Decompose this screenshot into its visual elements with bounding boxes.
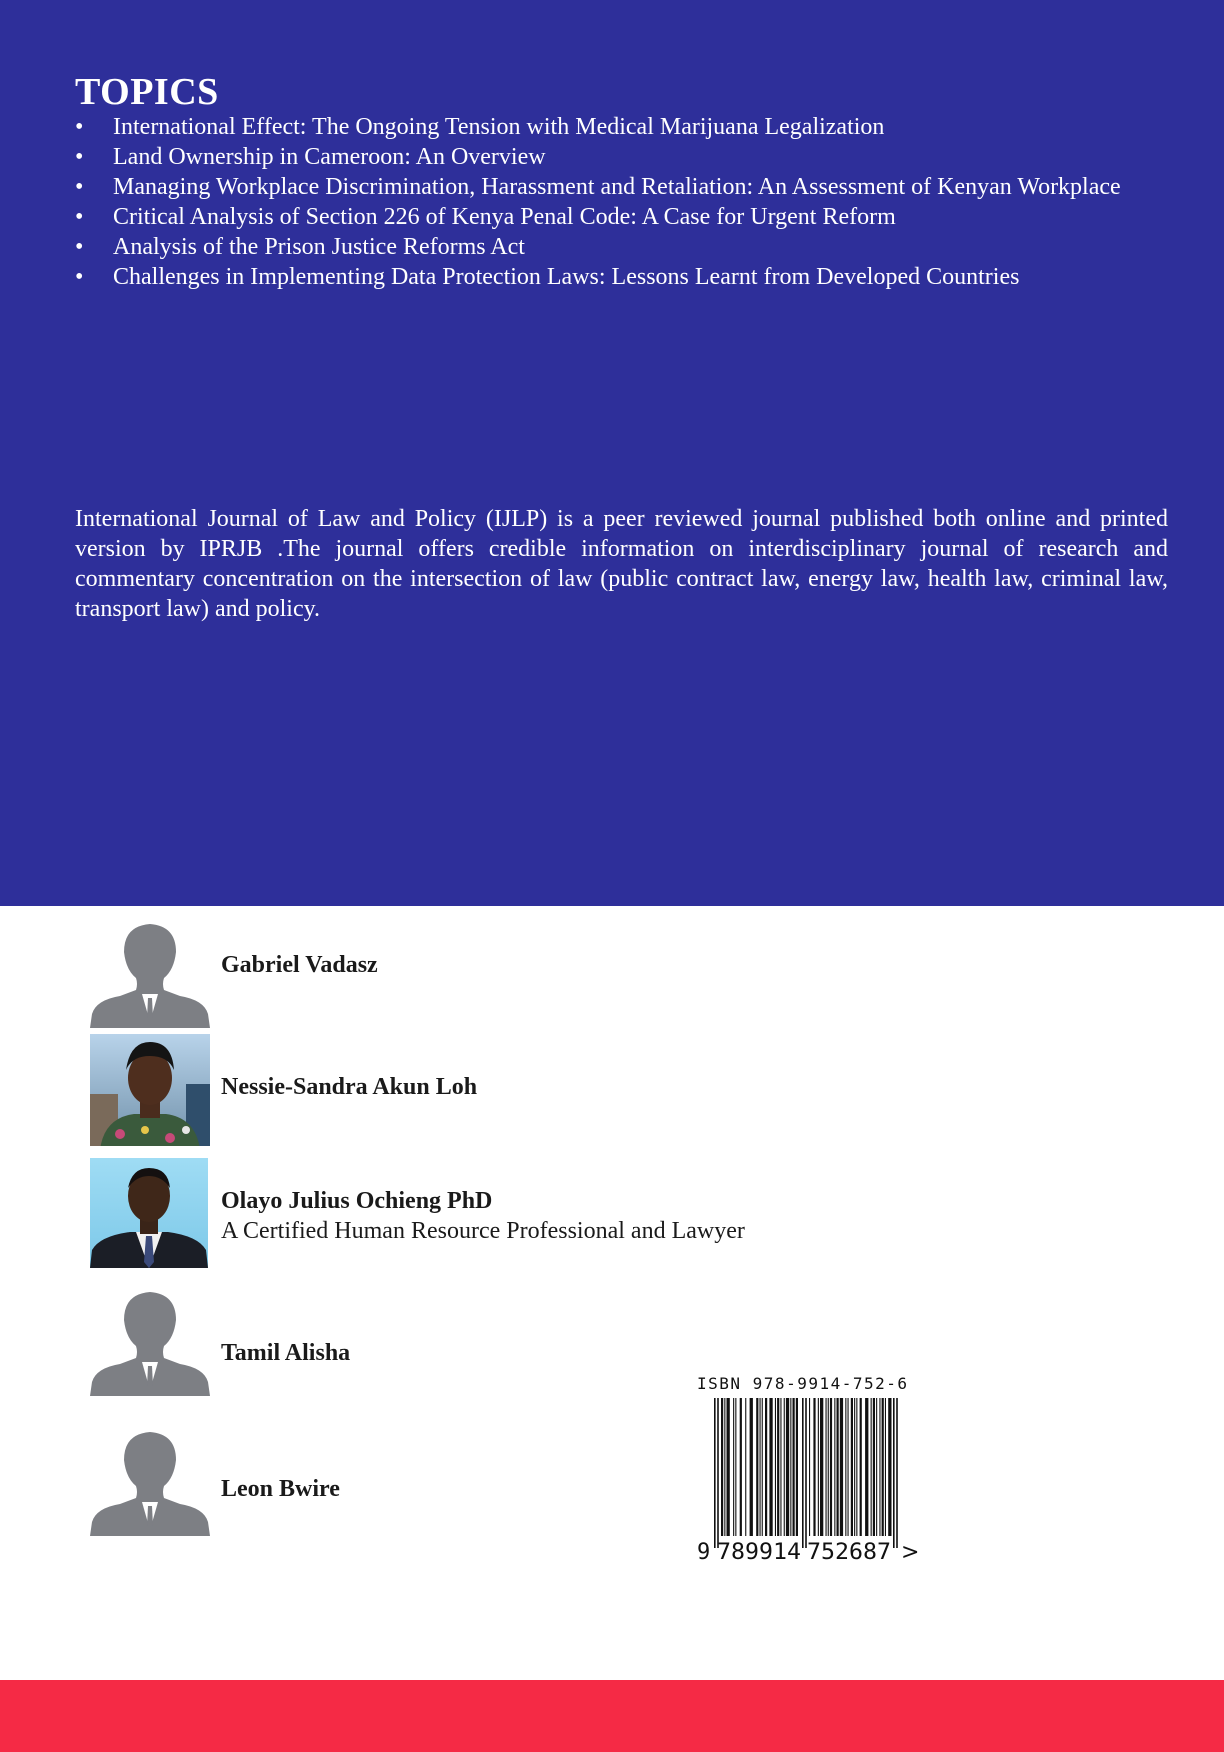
barcode-digits-right: 752687	[807, 1540, 891, 1564]
barcode-bar	[820, 1398, 823, 1536]
barcode-bar	[775, 1398, 776, 1536]
barcode-bar	[805, 1398, 807, 1548]
topic-item: • International Effect: The Ongoing Tension with Medical Marijuana Legalization	[75, 112, 1121, 142]
barcode-bar	[750, 1398, 753, 1536]
barcode-bar	[809, 1398, 810, 1536]
barcode-bar	[865, 1398, 868, 1536]
barcode-bar	[813, 1398, 815, 1536]
topic-item: • Critical Analysis of Section 226 of Kenya Penal Code: A Case for Urgent Reform	[75, 202, 1121, 232]
barcode-bar	[882, 1398, 884, 1536]
barcode-bar	[879, 1398, 880, 1536]
journal-description: International Journal of Law and Policy (IJLP) is a peer reviewed journal published both online and printed version by IPRJB .The journal offers credible information on interdisciplinary journal of research and commentary concentration on the intersection of law (public contract law, energy law, health law, criminal law, transport law) and policy.	[75, 506, 1168, 622]
barcode-bar	[777, 1398, 779, 1536]
portrait-photo-icon	[90, 1034, 210, 1146]
author-role: A Certified Human Resource Professional and Lawyer	[221, 1218, 745, 1244]
barcode-bar	[876, 1398, 877, 1536]
barcode-bar	[837, 1398, 839, 1536]
topic-item: • Land Ownership in Cameroon: An Overview	[75, 142, 1121, 172]
barcode-arrow: >	[901, 1540, 920, 1564]
author-name: Nessie-Sandra Akun Loh	[221, 1074, 478, 1100]
barcode-bar	[760, 1398, 761, 1536]
avatar-silhouette-icon	[90, 922, 210, 1034]
barcode-bar	[762, 1398, 763, 1536]
barcode-bar	[786, 1398, 789, 1536]
barcode-bar	[756, 1398, 758, 1536]
topic-item: • Managing Workplace Discrimination, Harassment and Retaliation: An Assessment of Kenyan Workplace	[75, 172, 1121, 202]
bottom-red-band	[0, 1680, 1224, 1752]
author-name: Olayo Julius Ochieng PhD	[221, 1188, 493, 1214]
barcode-bar	[860, 1398, 862, 1536]
topic-item: • Challenges in Implementing Data Protection Laws: Lessons Learnt from Developed Countries	[75, 262, 1121, 292]
topics-heading: TOPICS	[75, 71, 219, 113]
isbn-label: ISBN 978-9914-752-6	[697, 1374, 909, 1393]
barcode-bar	[721, 1398, 723, 1536]
portrait-photo-icon	[90, 1158, 208, 1268]
barcode-bar	[856, 1398, 857, 1536]
barcode-bar	[893, 1398, 895, 1548]
author-name: Leon Bwire	[221, 1476, 340, 1502]
barcode-bar	[834, 1398, 835, 1536]
barcode-bar	[851, 1398, 853, 1536]
barcode-bar	[740, 1398, 742, 1536]
barcode-bar	[828, 1398, 829, 1536]
barcode-bar	[840, 1398, 843, 1536]
barcode-bar	[765, 1398, 767, 1536]
barcode-bar	[818, 1398, 819, 1536]
barcode-bar	[714, 1398, 716, 1548]
barcode-bar	[745, 1398, 746, 1536]
barcode-bar	[724, 1398, 725, 1536]
author-name: Tamil Alisha	[221, 1340, 351, 1366]
barcode-bar	[802, 1398, 804, 1548]
barcode-bar	[885, 1398, 886, 1536]
barcode-bar	[826, 1398, 827, 1536]
barcode-bar	[784, 1398, 785, 1536]
barcode-bar	[796, 1398, 798, 1536]
barcode-bar	[727, 1398, 730, 1536]
barcode-bar	[733, 1398, 734, 1536]
barcode-bar	[848, 1398, 849, 1536]
avatar-silhouette-icon	[90, 1290, 210, 1402]
isbn-barcode	[696, 1374, 926, 1564]
barcode-bar	[845, 1398, 846, 1536]
barcode-bar	[735, 1398, 736, 1536]
barcode-bar	[717, 1398, 719, 1548]
barcode-bar	[896, 1398, 898, 1548]
barcode-bar	[888, 1398, 891, 1536]
barcode-digits-left: 789914	[717, 1540, 801, 1564]
barcode-icon	[696, 1398, 926, 1564]
barcode-bar	[830, 1398, 832, 1536]
avatar-silhouette-icon	[90, 1430, 210, 1542]
barcode-bar	[793, 1398, 795, 1536]
topic-item: • Analysis of the Prison Justice Reforms Act	[75, 232, 1121, 262]
barcode-digit-lead: 9	[697, 1540, 711, 1564]
barcode-bar	[871, 1398, 872, 1536]
barcode-bar	[854, 1398, 855, 1536]
barcode-bar	[873, 1398, 875, 1536]
topics-list	[75, 112, 1121, 292]
barcode-bar	[780, 1398, 781, 1536]
barcode-bar	[769, 1398, 772, 1536]
author-name: Gabriel Vadasz	[221, 952, 378, 978]
barcode-bar	[790, 1398, 791, 1536]
